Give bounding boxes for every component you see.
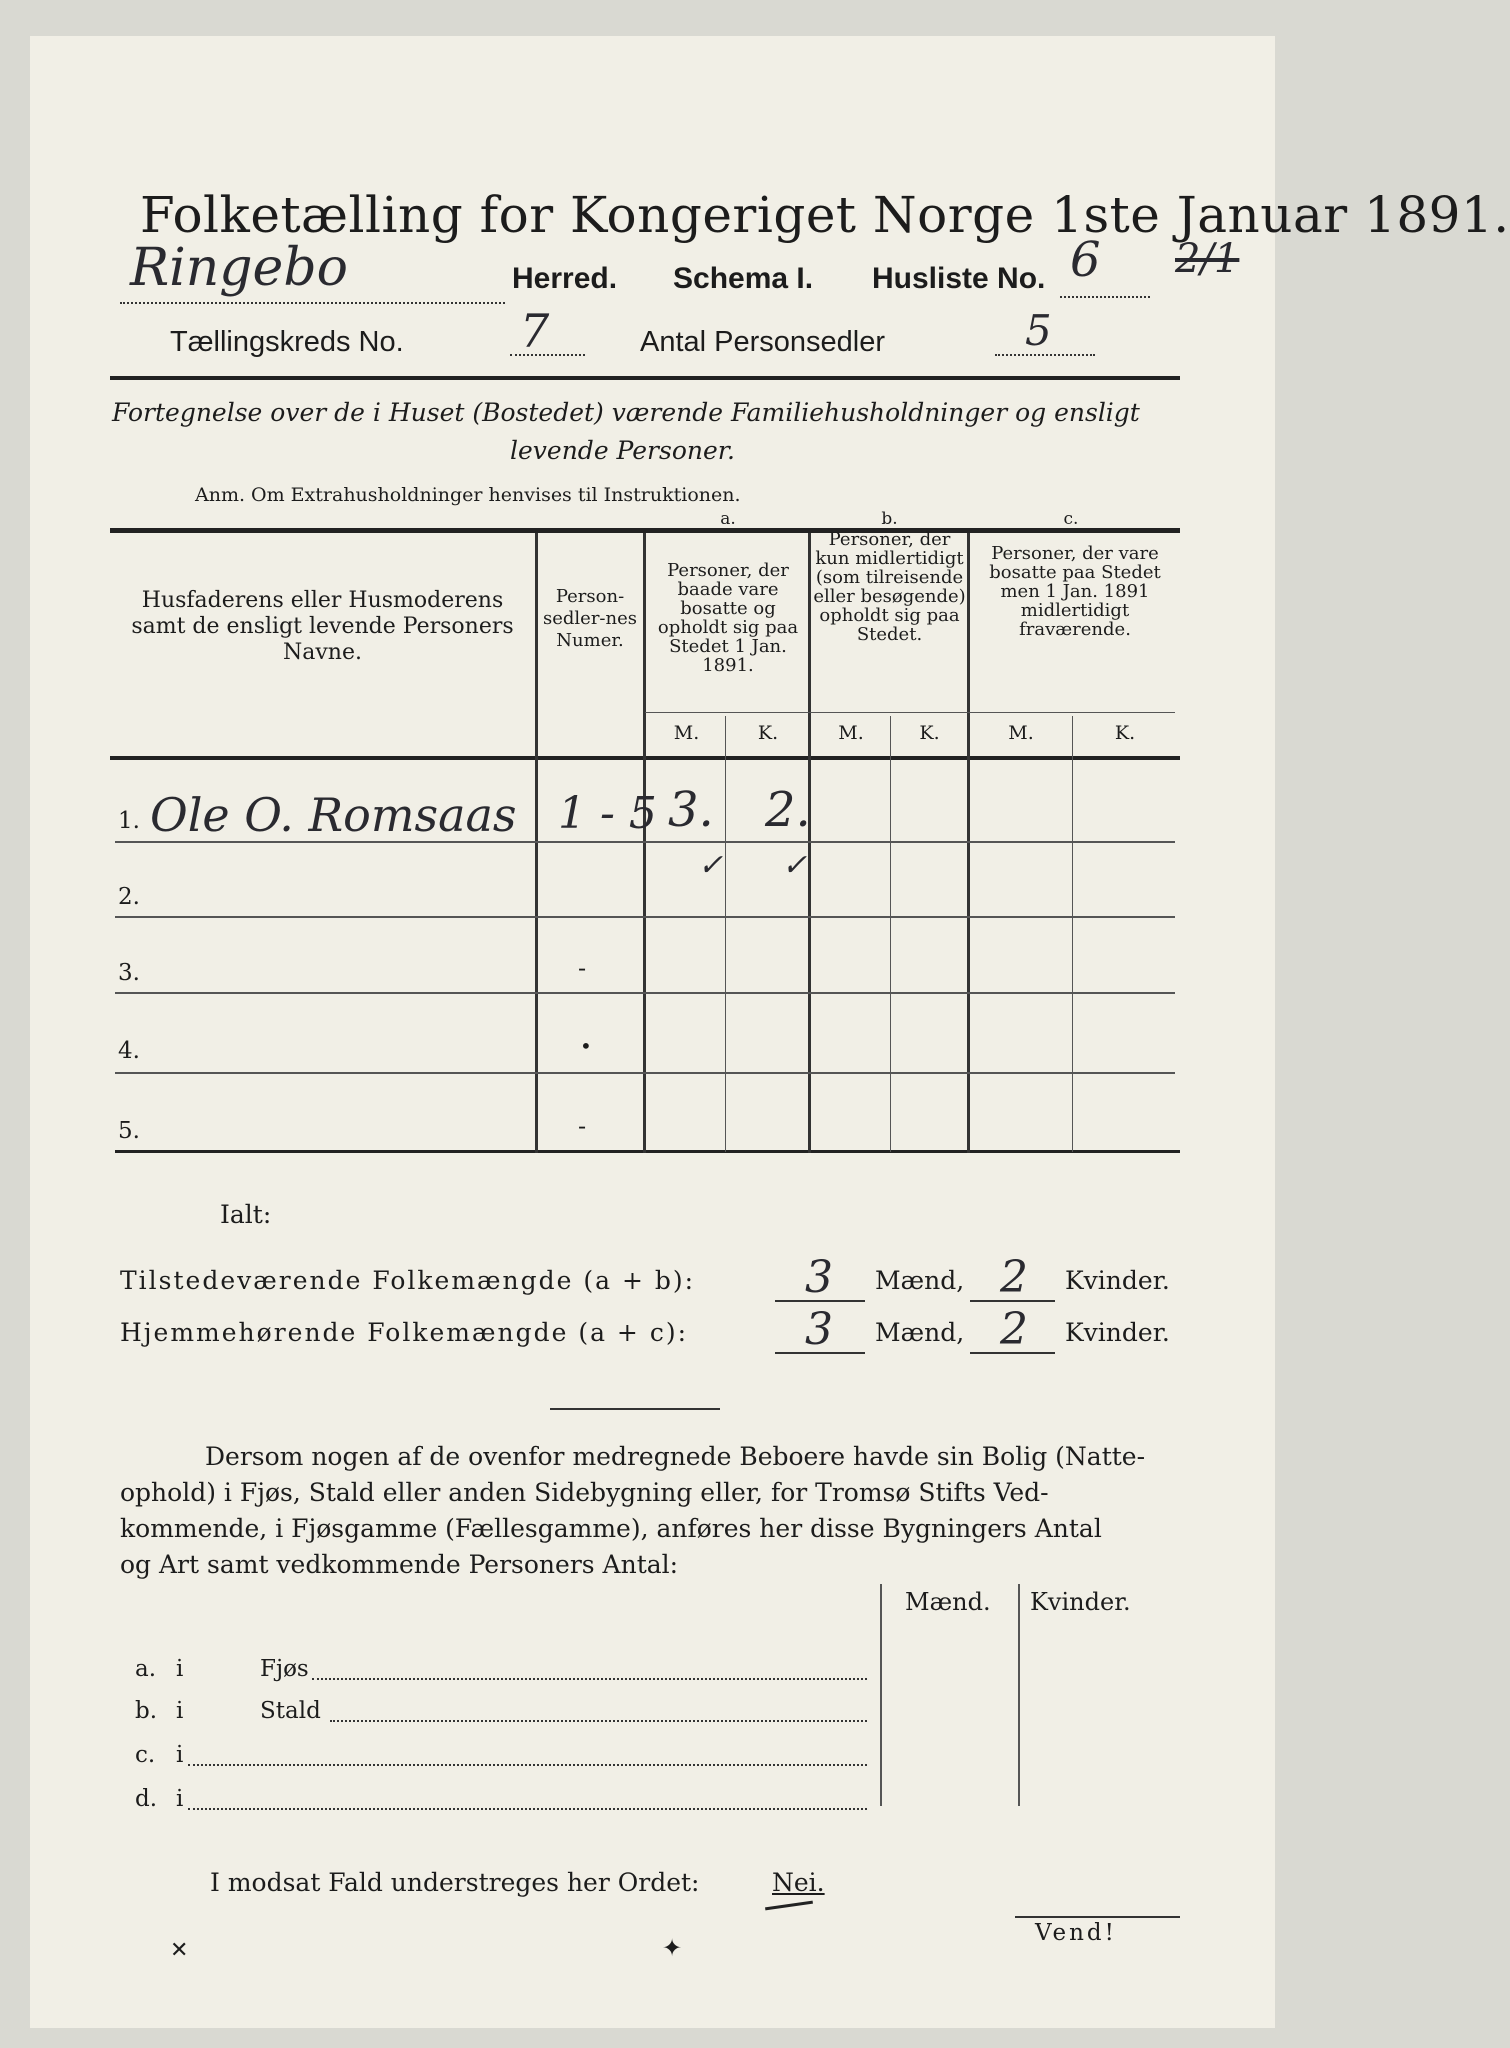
building-i: i	[176, 1656, 184, 1682]
vend-rule	[1015, 1916, 1180, 1918]
mk-divider	[725, 716, 726, 1152]
checkmark-icon: ✓	[698, 848, 724, 883]
building-dotted-field	[312, 1664, 867, 1680]
building-dotted-field	[188, 1750, 867, 1766]
mk-divider	[890, 716, 891, 1152]
col-b-letter: b.	[881, 509, 898, 529]
paragraph-line-3: kommende, i Fjøsgamme (Fællesgamme), anføres her disse Bygningers Antal	[120, 1514, 1102, 1543]
row-number: 1.	[118, 808, 140, 834]
building-dotted-field	[330, 1706, 867, 1722]
col-header-numer: Person-sedler-nes Numer.	[543, 586, 637, 651]
row-line	[115, 1072, 1175, 1074]
antal-value: 5	[1025, 306, 1052, 355]
c-k-header: K.	[1114, 722, 1136, 744]
herred-value: Ringebo	[130, 238, 348, 298]
husliste-value: 6	[1070, 232, 1101, 288]
building-letter: d.	[135, 1786, 158, 1812]
row-numer: 1 - 5	[558, 788, 657, 839]
row-line	[115, 992, 1175, 994]
col-a-letter: a.	[720, 509, 736, 529]
modsat-text: I modsat Fald understreges her Ordet:	[210, 1868, 700, 1897]
col-header-a: Personer, der baade vare bosatte og opholdt sig paa Stedet 1 Jan. 1891.	[657, 560, 799, 676]
building-label: Fjøs	[260, 1656, 309, 1682]
row-number: 3.	[118, 960, 140, 986]
col-header-names: Husfaderens eller Husmoderens samt de ensligt levende Personers Navne.	[131, 588, 514, 665]
col-divider	[808, 533, 811, 1153]
building-letter: c.	[135, 1742, 156, 1768]
schema-label: Schema I.	[673, 262, 814, 295]
census-form-page	[30, 36, 1510, 2028]
col-divider	[535, 533, 538, 1153]
b-k-header: K.	[919, 722, 940, 744]
mk-header-rule	[645, 712, 1175, 713]
b-m-header: M.	[838, 722, 864, 744]
row-a-m: 3.	[668, 782, 714, 838]
a-m-header: M.	[673, 722, 700, 744]
col-c-letter: c.	[1063, 509, 1079, 529]
mk-divider	[1072, 716, 1073, 1152]
husliste-label: Husliste No.	[872, 262, 1046, 295]
header-rule	[110, 376, 1180, 380]
buildings-col-divider	[1018, 1584, 1020, 1806]
a-k-header: K.	[757, 722, 779, 744]
building-dotted-field	[188, 1794, 867, 1810]
row-line	[115, 916, 1175, 918]
col-divider	[643, 533, 646, 1153]
vend-label: Vend!	[1035, 1920, 1117, 1946]
total-1-kvinder-value: 2	[1000, 1252, 1028, 1303]
row-numer: -	[578, 1112, 587, 1140]
checkmark-icon: ✓	[782, 848, 808, 883]
building-letter: a.	[135, 1656, 157, 1682]
total-2-maend-value: 3	[805, 1304, 833, 1355]
antal-label: Antal Personsedler	[640, 326, 886, 358]
buildings-maend-header: Mænd.	[905, 1588, 991, 1616]
anm-note: Anm. Om Extrahusholdninger henvises til Instruktionen.	[195, 484, 741, 506]
herred-label: Herred.	[512, 262, 618, 295]
kreds-value: 7	[520, 304, 550, 358]
total-2-kvinder-value: 2	[1000, 1304, 1028, 1355]
kvinder-label: Kvinder.	[1065, 1318, 1170, 1347]
row-number: 5.	[118, 1118, 140, 1144]
building-letter: b.	[135, 1698, 158, 1724]
nei-word: Nei.	[772, 1868, 825, 1897]
row-numer: -	[578, 954, 587, 982]
row-name: Ole O. Romsaas	[150, 788, 517, 842]
total-1-maend-value: 3	[805, 1252, 833, 1303]
paragraph-line-2: ophold) i Fjøs, Stald eller anden Sidebygning eller, for Tromsø Stifts Ved-	[120, 1478, 1049, 1507]
row-number: 4.	[118, 1038, 140, 1064]
buildings-kvinder-header: Kvinder.	[1030, 1588, 1131, 1616]
col-divider	[967, 533, 970, 1153]
nei-underline-stroke	[765, 1901, 813, 1911]
paragraph-line-1: Dersom nogen af de ovenfor medregnede Beboere havde sin Bolig (Natte-	[205, 1442, 1146, 1471]
ialt-label: Ialt:	[220, 1200, 272, 1229]
intro-line-2: levende Personer.	[510, 436, 735, 465]
maend-label: Mænd,	[875, 1266, 965, 1295]
building-label: Stald	[260, 1698, 321, 1724]
row-a-k: 2.	[765, 782, 811, 838]
row-numer: •	[580, 1034, 592, 1058]
row-number: 2.	[118, 884, 140, 910]
paragraph-line-4: og Art samt vedkommende Personers Antal:	[120, 1550, 679, 1579]
kreds-label: Tællingskreds No.	[170, 326, 404, 358]
table-bottom-rule	[115, 1150, 1180, 1153]
building-i: i	[176, 1786, 184, 1812]
col-header-c: Personer, der vare bosatte paa Stedet men 1 Jan. 1891 midlertidigt fraværende.	[989, 543, 1161, 640]
c-m-header: M.	[1008, 722, 1034, 744]
kvinder-label: Kvinder.	[1065, 1266, 1170, 1295]
building-i: i	[176, 1742, 184, 1768]
section-divider	[550, 1408, 720, 1410]
intro-line-1: Fortegnelse over de i Huset (Bostedet) værende Familiehusholdninger og ensligt	[112, 398, 1140, 427]
maend-label: Mænd,	[875, 1318, 965, 1347]
totals-line-1-label: Tilstedeværende Folkemængde (a + b):	[120, 1266, 696, 1295]
building-i: i	[176, 1698, 184, 1724]
corner-mark: 2/1	[1175, 236, 1240, 282]
buildings-col-divider	[880, 1584, 882, 1806]
punch-hole-mark-icon: ✦	[662, 1934, 683, 1962]
totals-line-2-label: Hjemmehørende Folkemængde (a + c):	[120, 1318, 688, 1347]
punch-hole-mark-icon: ✕	[170, 1938, 189, 1963]
col-header-b: Personer, der kun midlertidigt (som tilreisende eller besøgende) opholdt sig paa Stedet.	[813, 529, 966, 645]
form-title: Folketælling for Kongeriget Norge 1ste Januar 1891.	[140, 186, 1510, 244]
